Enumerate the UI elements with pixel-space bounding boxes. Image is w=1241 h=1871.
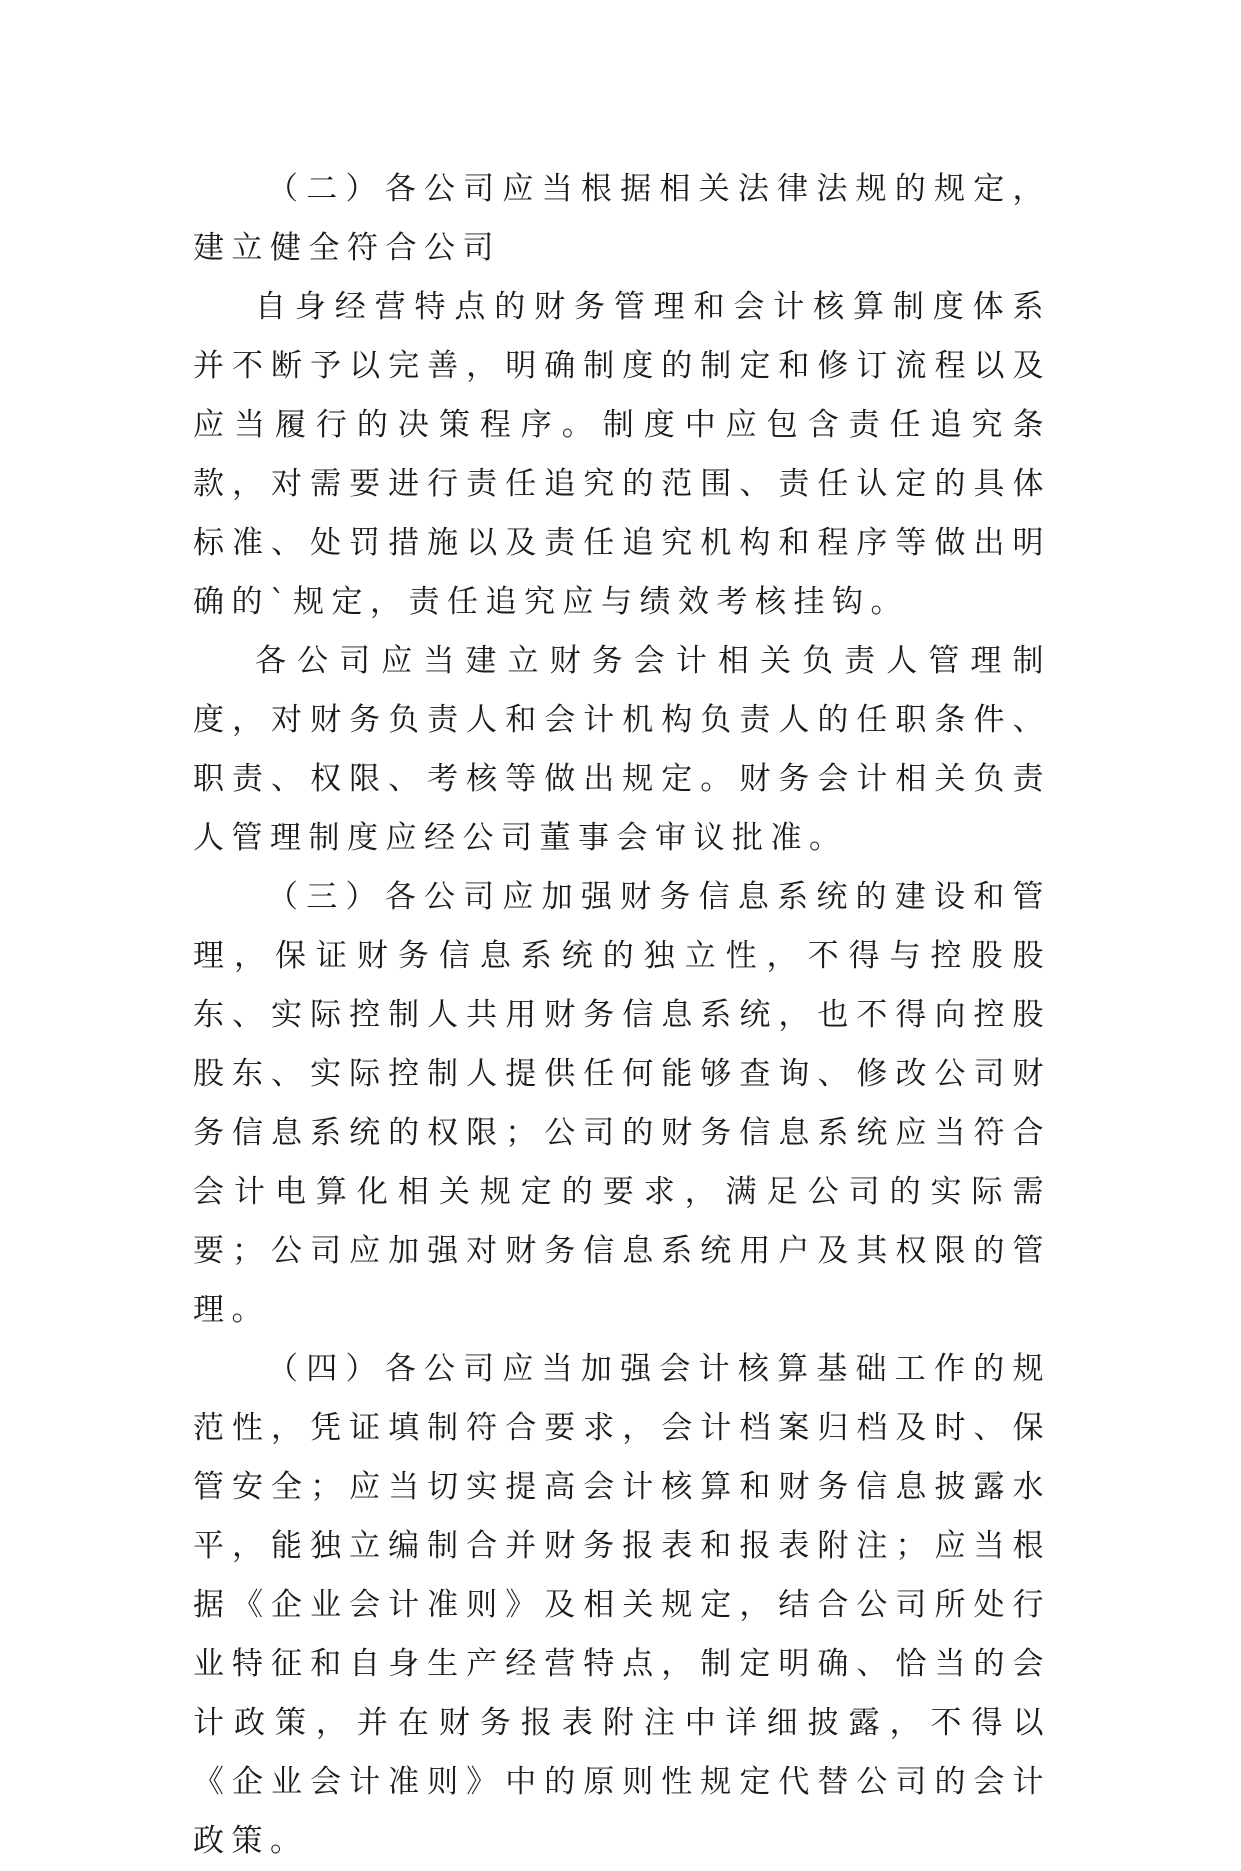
paragraph-section-2: （二）各公司应当根据相关法律法规的规定，建立健全符合公司 [193,171,1051,266]
paragraph-section-3: （三）各公司应加强财务信息系统的建设和管理，保证财务信息系统的独立性，不得与控股股东、实际控制人共用财务信息系统，也不得向控股股东、实际控制人提供任何能够查询、修改公司财务信息系统的权限；公司的财务信息系统应当符合会计电算化相关规定的要求，满足公司的实际需要；公司应加强对财务信息系统用户及其权限的管理。 [193,879,1051,1328]
paragraph-responsible-persons: 各公司应当建立财务会计相关负责人管理制度，对财务负责人和会计机构负责人的任职条件、职责、权限、考核等做出规定。财务会计相关负责人管理制度应经公司董事会审议批准。 [193,643,1051,856]
paragraph-section-2-continued: 自身经营特点的财务管理和会计核算制度体系并不断予以完善，明确制度的制定和修订流程以及应当履行的决策程序。制度中应包含责任追究条款，对需要进行责任追究的范围、责任认定的具体标准、处罚措施以及责任追究机构和程序等做出明确的`规定，责任追究应与绩效考核挂钩。 [193,289,1051,620]
paragraph-section-4: （四）各公司应当加强会计核算基础工作的规范性，凭证填制符合要求，会计档案归档及时、保管安全；应当切实提高会计核算和财务信息披露水平，能独立编制合并财务报表和报表附注；应当根据《企业会计准则》及相关规定，结合公司所处行业特征和自身生产经营特点，制定明确、恰当的会计政策，并在财务报表附注中详细披露，不得以《企业会计准则》中的原则性规定代替公司的会计政策。 [193,1351,1051,1859]
document-page [193,160,1051,1871]
